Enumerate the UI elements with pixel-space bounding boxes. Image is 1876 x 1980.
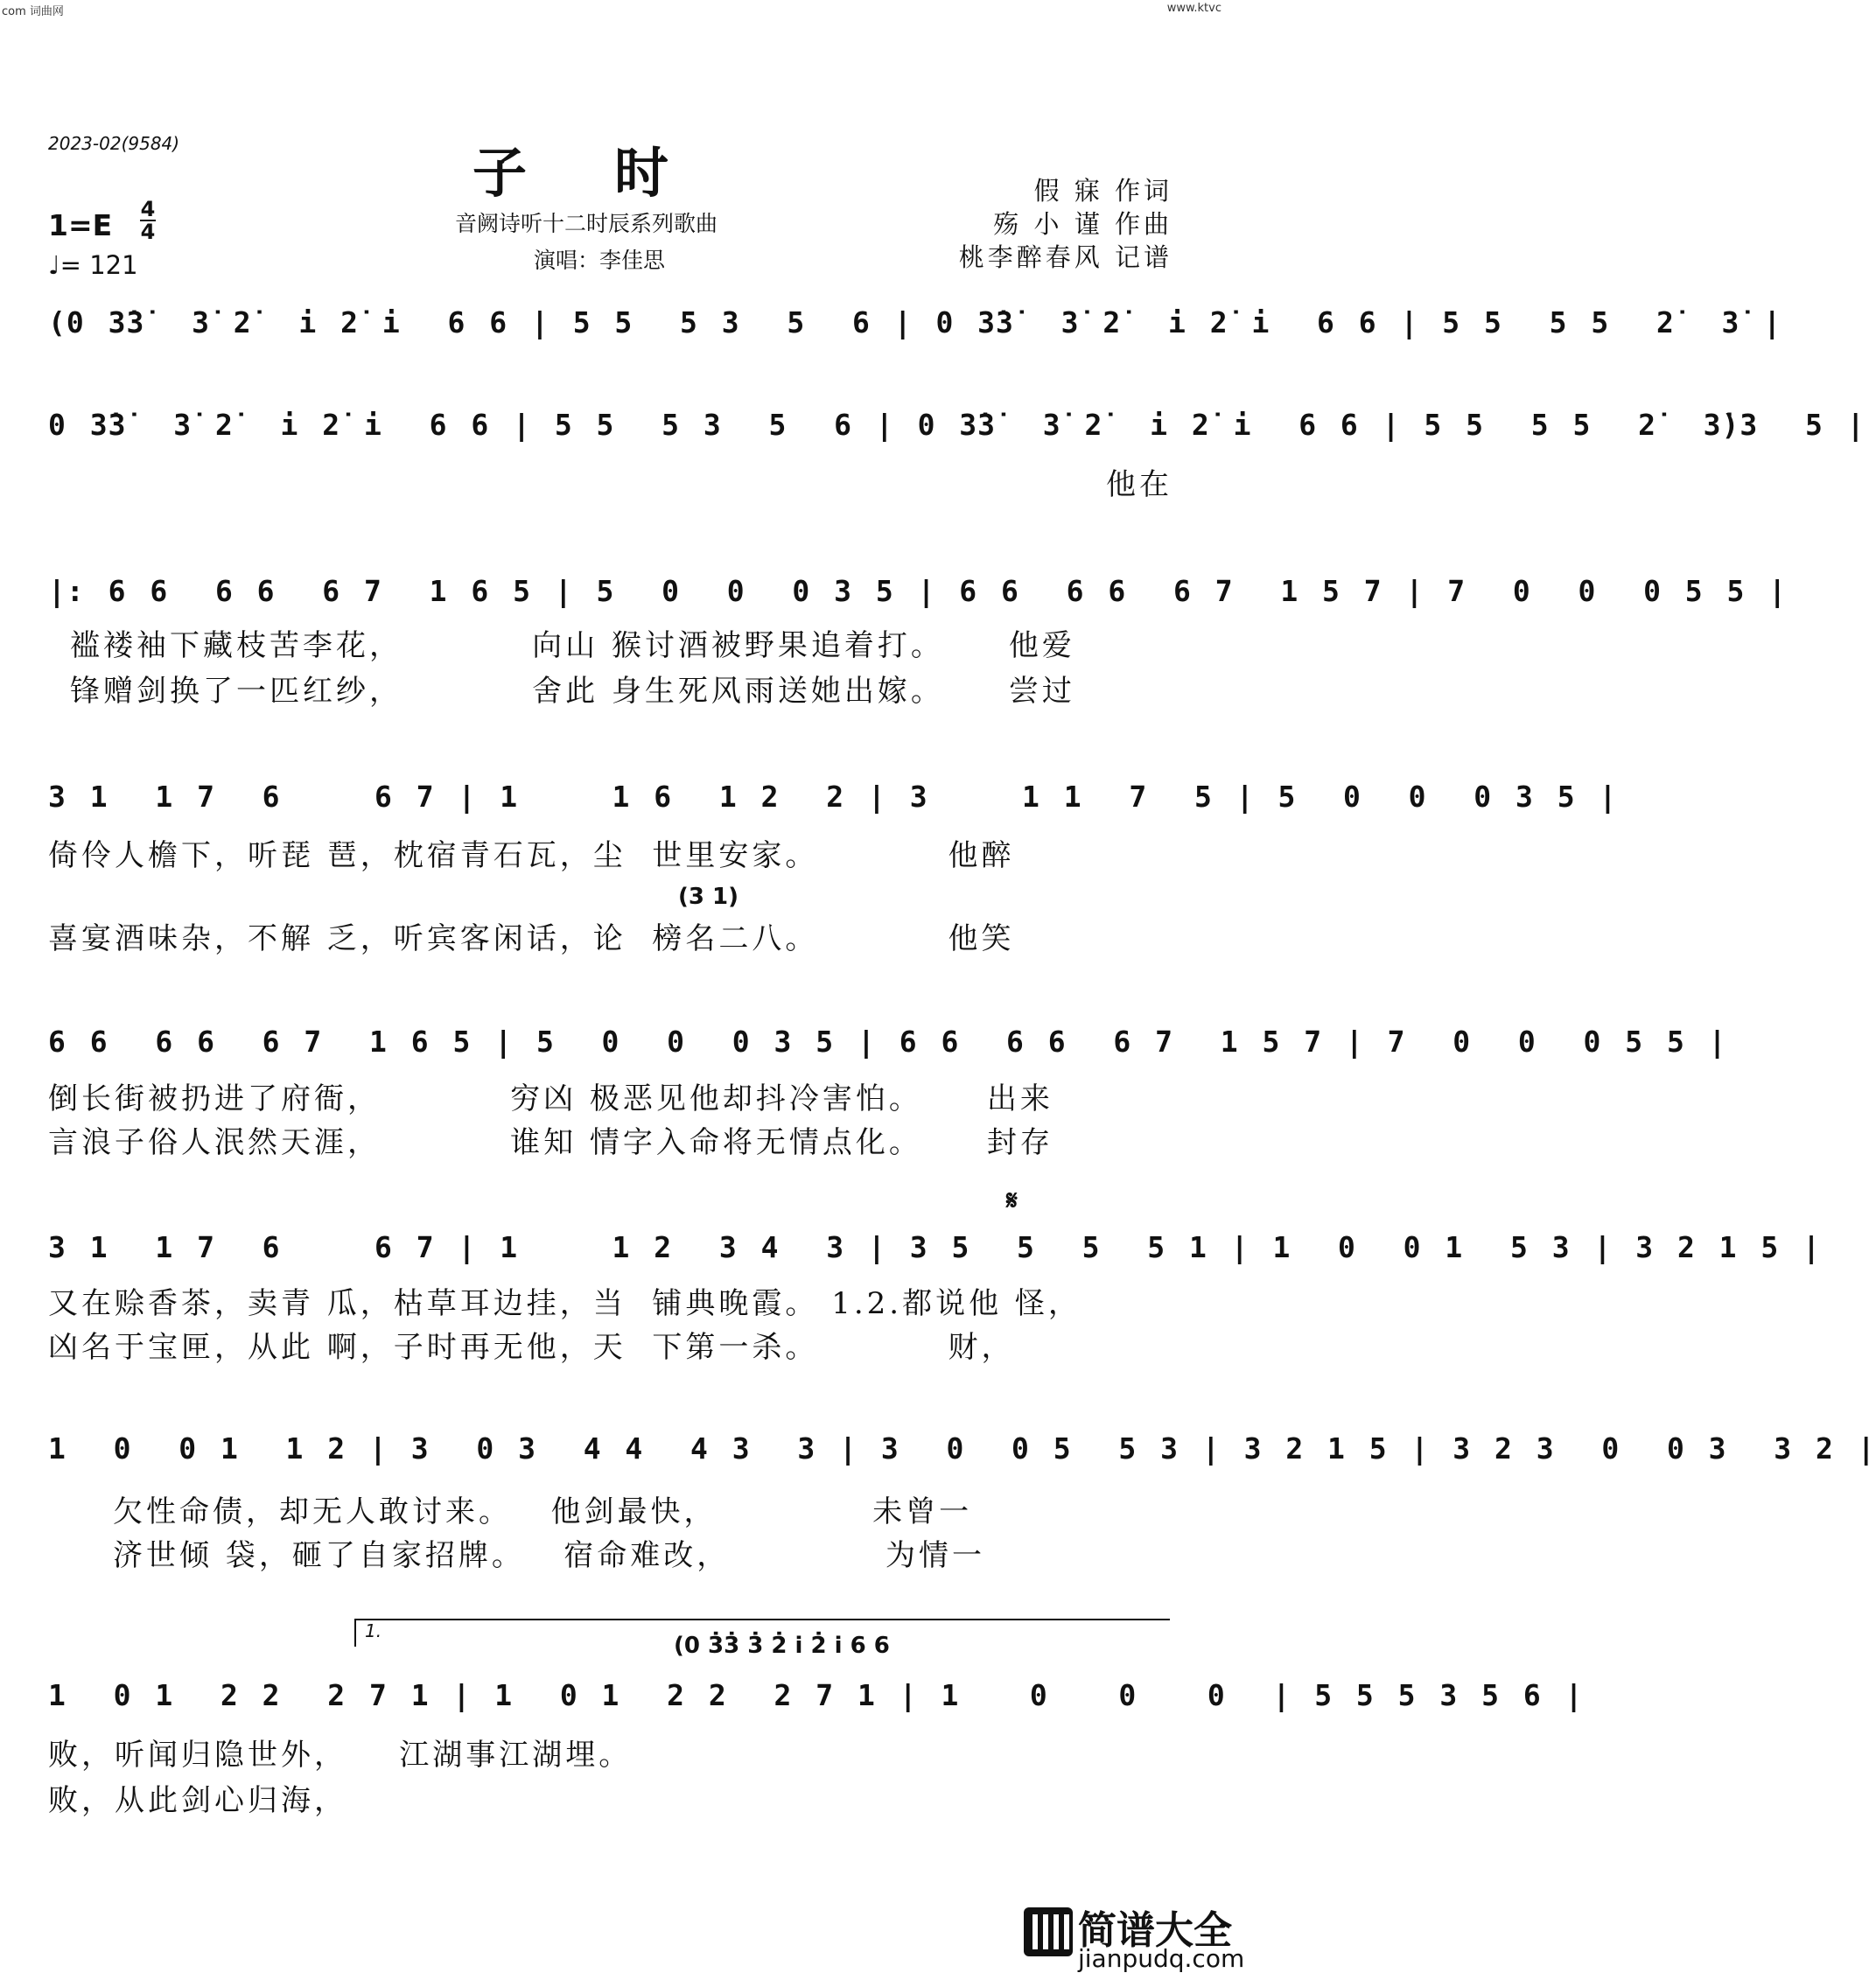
time-signature-bottom: 4 xyxy=(140,220,156,244)
lyric-line: 败，从此剑心归海， xyxy=(48,1783,347,1818)
lyric-line: 喜宴酒味杂，不解 乏，听宾客闲话，论 榜名二八。 他笑 xyxy=(48,921,1015,956)
staff-row-2 xyxy=(48,402,1866,457)
lyric-line: 锋赠剑换了一匹红纱， 舍此 身生死风雨送她出嫁。 尝过 xyxy=(70,674,1075,709)
notes: 1 0 1 2 2 2 7 1 | 1 0 1 2 2 2 7 1 | 1 0 0 0 | 5 5 5 3 5 6 | xyxy=(48,1678,1584,1712)
notes: 1 0 0 1 1 2 | 3 0 3 4 4 4 3 3 | 3 0 0 5 5 3 | 3 2 1 5 | 3 2 3 0 0 3 3 2 | xyxy=(48,1431,1876,1466)
notes: (0 3̇3̇ 3̇ 2̇ i 2̇ i 6 6 | 5 5 5 3 5 6 | 0 3̇3̇ 3̇ 2̇ i 2̇ i 6 6 | 5 5 5 5 2̇ 3̇ | xyxy=(48,305,1782,339)
lyric-line: 倒长街被扔进了府衙， 穷凶 极恶见他却抖冷害怕。 出来 xyxy=(48,1081,1054,1116)
song-title: 子时 xyxy=(472,141,757,205)
watermark-name: 简谱大全 xyxy=(1078,1908,1232,1953)
transcriber-credit: 桃李醉春风 记谱 xyxy=(958,242,1172,272)
singer-credit: 演唱：李佳思 xyxy=(534,248,666,273)
volta-label: 1. xyxy=(365,1620,382,1641)
reference-id: 2023-02(9584) xyxy=(48,133,180,154)
lyric-line: 济世倾 袋，砸了自家招牌。 宿命难改， 为情一 xyxy=(48,1538,985,1573)
time-signature xyxy=(140,197,156,244)
staff-row-7 xyxy=(48,1426,1876,1480)
notes: 3 1 1 7 6 6 7 | 1 1 2 3 4 3 | 3 5 5 5 5 1 | 1 0 0 1 5 3 | 3 2 1 5 | xyxy=(48,1230,1822,1264)
lyricist-credit: 假 寐 作词 xyxy=(1033,176,1172,206)
song-subtitle: 音阙诗听十二时辰系列歌曲 xyxy=(455,211,718,236)
lyric-line: 言浪子俗人泯然天涯， 谁知 情字入命将无情点化。 封存 xyxy=(48,1125,1054,1160)
annotation: (0 3̇3̇ 3̇ 2̇ i 2̇ i 6 6 xyxy=(674,1633,890,1659)
notes: 3 1 1 7 6 6 7 | 1 1 6 1 2 2 | 3 1 1 7 5 | 5 0 0 0 3 5 | xyxy=(48,780,1618,814)
piano-logo-icon xyxy=(1024,1907,1073,1956)
lyric-line: 败，听闻归隐世外， 江湖事江湖埋。 xyxy=(48,1738,633,1773)
header-left: com 词曲网 xyxy=(2,5,64,18)
staff-row-6 xyxy=(48,1225,1822,1279)
notes: 0 3̇3̇ 3̇ 2̇ i 2̇ i 6 6 | 5 5 5 3 5 6 | 0 3̇3̇ 3̇ 2̇ i 2̇ i 6 6 | 5 5 5 5 2̇ 3̇)3 5 | xyxy=(48,408,1866,442)
lyric-line: 他在 xyxy=(1106,467,1172,502)
lyric-line: 凶名于宝匣，从此 啊，子时再无他，天 下第一杀。 财， xyxy=(48,1330,1015,1365)
staff-row-4 xyxy=(48,774,1618,829)
staff-row-5 xyxy=(48,1019,1727,1074)
key-signature: 1=E xyxy=(48,208,113,242)
notes: 6 6 6 6 6 7 1 6 5 | 5 0 0 0 3 5 | 6 6 6 6 6 7 1 5 7 | 7 0 0 0 5 5 | xyxy=(48,1025,1727,1059)
annotation: (3 1) xyxy=(678,884,738,910)
header-right: www.ktvc xyxy=(1166,2,1222,15)
lyric-line: 又在赊香茶，卖青 瓜，枯草耳边挂，当 铺典晚霞。 1.2.都说他 怪， xyxy=(48,1286,1082,1321)
staff-row-8 xyxy=(48,1673,1584,1727)
tempo-mark: ♩= 121 xyxy=(48,250,138,280)
staff-row-1 xyxy=(48,300,1782,354)
lyric-line: 倚伶人檐下，听琵 琶，枕宿青石瓦，尘 世里安家。 他醉 xyxy=(48,838,1015,873)
time-signature-top: 4 xyxy=(140,197,156,221)
notes: |: 6 6 6 6 6 7 1 6 5 | 5 0 0 0 3 5 | 6 6 6 6 6 7 1 5 7 | 7 0 0 0 5 5 | xyxy=(48,574,1788,608)
lyric-line: 欠性命债，却无人敢讨来。 他剑最快， 未曾一 xyxy=(48,1494,973,1529)
composer-credit: 殇 小 谨 作曲 xyxy=(993,209,1172,239)
staff-row-3 xyxy=(48,569,1788,623)
segno-sign: 𝄋 xyxy=(1006,1186,1018,1216)
watermark-url: jianpudq.com xyxy=(1078,1944,1245,1973)
lyric-line: 褴褛袖下藏枝苦李花， 向山 猴讨酒被野果追着打。 他爱 xyxy=(70,628,1075,663)
